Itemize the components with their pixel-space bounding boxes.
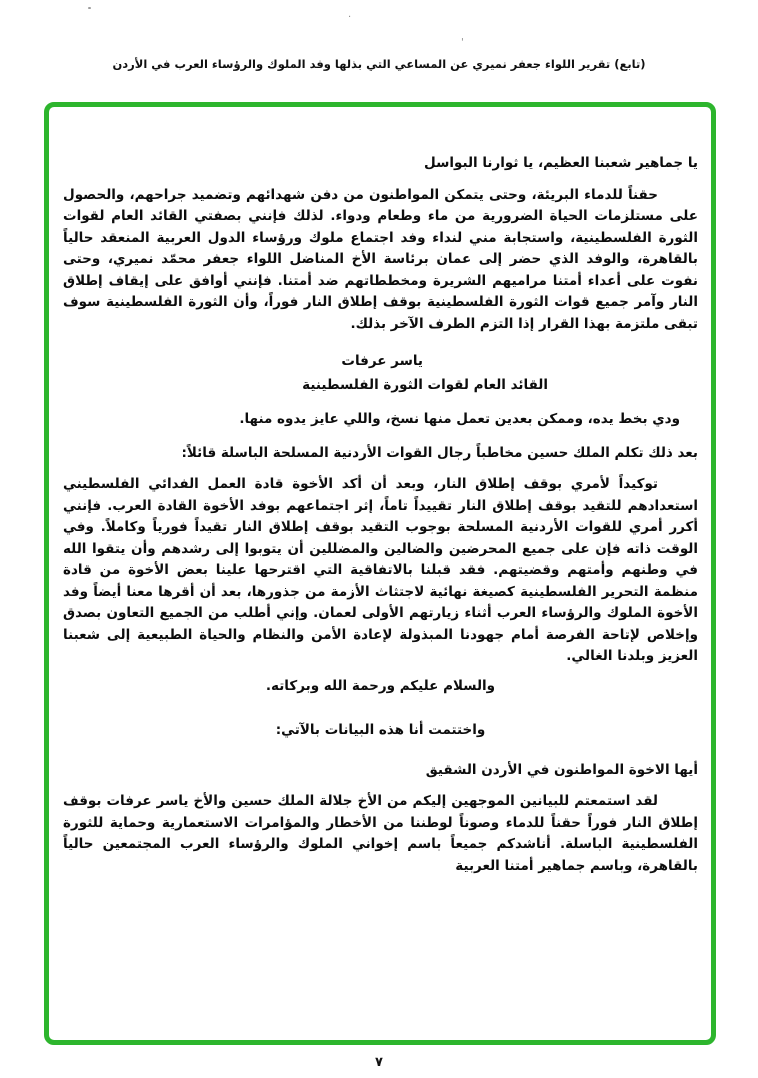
scan-artifact: .: [348, 9, 352, 20]
conclusion-intro: واختتمت أنا هذه البيانات بالآتي:: [275, 722, 486, 738]
scan-artifact: ': [461, 37, 464, 48]
scan-artifact: [88, 7, 91, 9]
king-speech-intro: بعد ذلك تكلم الملك حسين مخاطباً رجال القوات الأردنية المسلحة الباسلة قائلاً:: [181, 444, 698, 461]
paragraph-2: توكيداً لأمري بوقف إطلاق النار، وبعد أن أكد الأخوة قادة العمل الفدائي الفلسطيني استعدادهم للتقيد بوقف إطلاق النار تقييداً تاماً، إثر اجتماعهم بوفد الأخوة القادة العرب. فإنني أكرر أمري للقوات الأردنية المسلحة بوجوب التقيد بوقف إطلاق النار تقيداً فورياً وكاملاً. وفي الوقت ذاته فإن على جميع المحرضين والضالين والمضللين أن يتوبوا إلى رشدهم وأن يتقوا الله في وطنهم وأمتهم وقضيتهم. فقد قبلنا بالاتفاقية التي اقترحها علينا بعض الأخوة من قادة منظمة التحرير الفلسطينية كصيغة نهائية لاجتثاث الأزمة من جذورها، بعد أن أقرها معنا أيضاً وفد الأخوة الملوك والرؤساء العرب أثناء زيارتهم الأولى لعمان. وإني أطلب من الجميع التعاون بصدق وإخلاص لإتاحة الفرصة أمام جهودنا المبذولة لإعادة الأمن والنظام والحياة الطبيعية إلى شعبنا العزيز وبلدنا الغالي.: [63, 476, 698, 664]
paragraph-3: لقد استمعتم للبيانين الموجهين إليكم من الأخ جلالة الملك حسين والأخ ياسر عرفات بوقف إطلاق النار فوراً حقناً للدماء وصوناً لوطننا من الأخطار والمؤامرات الاستعمارية وحماية للثورة الفلسطينية الباسلة. أناشدكم جميعاً باسم إخواني الملوك والرؤساء العرب المجتمعين حالياً بالقاهرة، وباسم جماهير أمتنا العربية: [63, 793, 698, 874]
salutation-line: يا جماهير شعبنا العظيم، يا ثوارنا البواسل: [424, 155, 698, 171]
green-border-box: [44, 102, 716, 1045]
document-header-title: (تابع) تقرير اللواء جعفر نميري عن المساعي التي بذلها وفد الملوك والرؤساء العرب في الأردن: [112, 57, 646, 71]
signature-name: ياسر عرفات: [341, 353, 423, 369]
paragraph-1: حقناً للدماء البريئة، وحتى يتمكن المواطنون من دفن شهدائهم وتضميد جراحهم، والحصول على مستلزمات الحياة الضرورية من ماء وطعام ودواء. لذلك فإنني بصفتي القائد العام لقوات الثورة الفلسطينية، واستجابة مني لنداء وفد اجتماع ملوك ورؤساء الدول العربية المنعقد حالياً بالقاهرة، والوفد الذي حضر إلى عمان برئاسة الأخ المناضل اللواء جعفر محمّد نميري، وحتى نفوت على أعداء أمتنا مراميهم الشريرة ومخططاتهم ضد أمتنا. فإنني أوافق على إيقاف إطلاق النار وآمر جميع قوات الثورة الفلسطينية بوقف إطلاق النار فوراً، وأن الثورة الفلسطينية سوف تبقى ملتزمة بهذا القرار إذا التزم الطرف الآخر بذلك.: [63, 186, 698, 332]
signature-title: القائد العام لقوات الثورة الفلسطينية: [302, 376, 548, 393]
document-body: [63, 153, 698, 877]
handwriting-note: ودي بخط يده، وممكن بعدين تعمل منها نسخ، واللي عايز يدوه منها.: [239, 411, 680, 427]
address-heading: أيها الاخوة المواطنون في الأردن الشقيق: [425, 761, 698, 778]
page-number: ٧: [375, 1055, 383, 1070]
closing-salaam: والسلام عليكم ورحمة الله وبركاته.: [265, 677, 496, 694]
